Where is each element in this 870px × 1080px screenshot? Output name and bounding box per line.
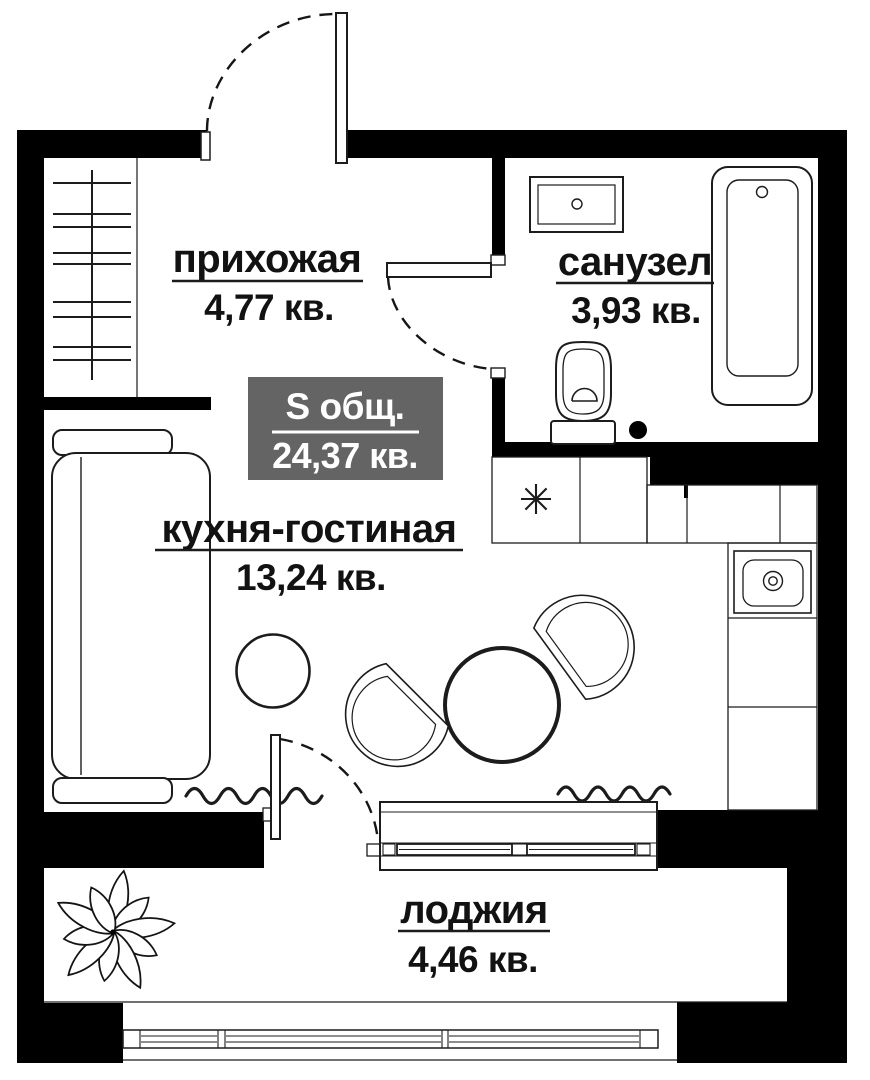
total-area-value: 24,37 кв. [272, 435, 418, 476]
wall-top-right [348, 130, 847, 158]
bathroom-door-leaf [387, 263, 491, 277]
balcony-door-jamb-right [367, 844, 380, 856]
bathtub [712, 167, 812, 405]
total-area-label: S общ. [285, 386, 405, 427]
dining-table [445, 648, 559, 762]
bathroom-area: 3,93 кв. [571, 290, 701, 331]
hallway-name: прихожая [172, 237, 362, 281]
floor-drain-dot [629, 421, 647, 439]
entrance-door-swing-arc [207, 14, 336, 131]
loggia-window [123, 1030, 658, 1048]
loggia-window-frame [123, 1030, 658, 1048]
loggia-area: 4,46 кв. [408, 939, 538, 980]
loggia-name: лоджия [400, 888, 548, 932]
wall-bathroom-left-lower [492, 368, 505, 444]
bathroom-door-jamb-top [491, 255, 505, 265]
sofa-body [52, 453, 210, 779]
hallway-area: 4,77 кв. [204, 287, 334, 328]
total-area-badge [248, 377, 443, 480]
radiator-right [558, 787, 670, 801]
counter-top-left [492, 457, 647, 543]
sofa-armrest-top [53, 430, 172, 455]
plant [54, 869, 176, 992]
balcony-window [380, 802, 657, 870]
sofa-armrest-bottom [53, 778, 172, 803]
sofa [52, 430, 210, 803]
entrance-door-jamb [201, 132, 210, 160]
toilet [551, 342, 615, 444]
bathroom-sink-basin [538, 185, 615, 224]
wall-top-left [17, 130, 207, 158]
wall-left [17, 130, 44, 1063]
wardrobe [53, 158, 137, 397]
wall-bottom-left-block [17, 1003, 123, 1063]
kitchen-living-area: 13,24 кв. [236, 557, 386, 598]
chair-lower-left [324, 658, 454, 788]
kitchen-sink [734, 551, 811, 613]
kitchen-living-name: кухня-гостиная [161, 507, 457, 551]
toilet-tank [551, 421, 615, 444]
bathroom-door-swing-arc [388, 277, 491, 369]
wall-loggia-top-left [44, 812, 264, 868]
bathroom-door [387, 255, 505, 378]
chair-upper-right [529, 575, 655, 706]
balcony-door-leaf [271, 735, 280, 839]
bathroom-door-jamb-bottom [491, 368, 505, 378]
entrance-door-leaf [336, 13, 347, 163]
stove-asterisk-icon [521, 484, 551, 514]
counter-top-right [647, 485, 817, 543]
bathroom-name: санузел [557, 240, 713, 284]
bathroom-label [556, 240, 714, 331]
hallway-label [172, 237, 363, 328]
wall-bathroom-left-upper [492, 158, 505, 265]
wall-loggia-right [787, 868, 847, 1002]
entrance-door [201, 13, 347, 163]
coffee-table [237, 635, 310, 708]
loggia-label [398, 888, 550, 980]
bathroom-sink [530, 177, 623, 232]
toilet-bowl-outer [556, 342, 611, 421]
wall-loggia-top-right [658, 810, 818, 868]
wall-bottom-right-block [677, 1002, 847, 1063]
plant-center-dot [110, 929, 115, 934]
radiator-left [186, 789, 322, 804]
wall-bathroom-bottom-step [650, 442, 818, 485]
wall-hallway-living [44, 397, 211, 410]
